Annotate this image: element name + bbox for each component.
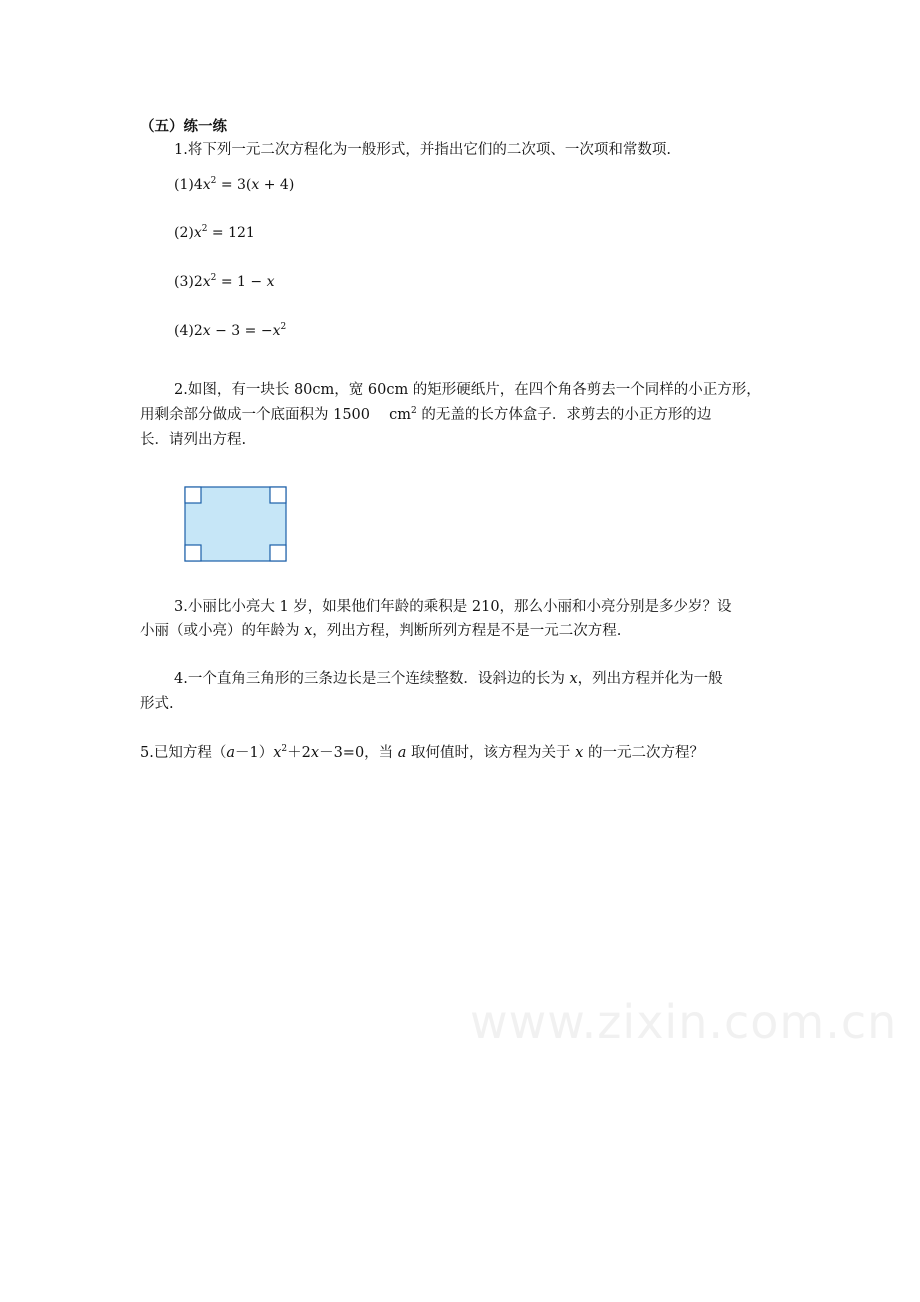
section-heading: （五）练一练: [140, 118, 227, 135]
question-3-line-2: 小丽（或小亮）的年龄为 x，列出方程，判断所列方程是不是一元二次方程.: [140, 623, 622, 639]
equation-4: $(4)2x - 3 = -x^2$: [174, 322, 287, 339]
equation-1: $(1)4x^2 = 3(x + 4)$: [174, 176, 295, 193]
cut-square-top-right: [270, 487, 286, 503]
question-2-line-2: 用剩余部分做成一个底面积为 1500 $cm^2$ 的无盖的长方体盒子．求剪去的小正方形的边: [140, 406, 712, 423]
question-5-text: 5.已知方程$(a-1)x^2+2x-3=0$，当 a 取何值时，该方程为关于 x 的一元二次方程？: [140, 744, 704, 761]
watermark: www.zixin.com.cn: [470, 995, 898, 1049]
cardboard-diagram: [184, 486, 287, 562]
question-4-line-1: 4.一个直角三角形的三条边长是三个连续整数．设斜边的长为 x，列出方程并化为一般: [174, 671, 723, 687]
cut-square-bottom-right: [270, 545, 286, 561]
cut-square-bottom-left: [185, 545, 201, 561]
question-3-line-1: 3.小丽比小亮大 1 岁，如果他们年龄的乘积是 210，那么小丽和小亮分别是多少岁？设: [174, 599, 732, 615]
cut-square-top-left: [185, 487, 201, 503]
question-1-text: 1.将下列一元二次方程化为一般形式，并指出它们的二次项、一次项和常数项.: [174, 142, 671, 158]
question-4-line-2: 形式.: [140, 696, 174, 712]
equation-3: $(3)2x^2 = 1 - x$: [174, 273, 275, 290]
equation-2: $(2)x^2 = 121$: [174, 224, 255, 241]
question-2-line-3: 长．请列出方程.: [140, 432, 247, 448]
question-2-line-1: 2.如图，有一块长 80cm，宽 60cm 的矩形硬纸片，在四个角各剪去一个同样的小正方形，: [174, 382, 761, 398]
